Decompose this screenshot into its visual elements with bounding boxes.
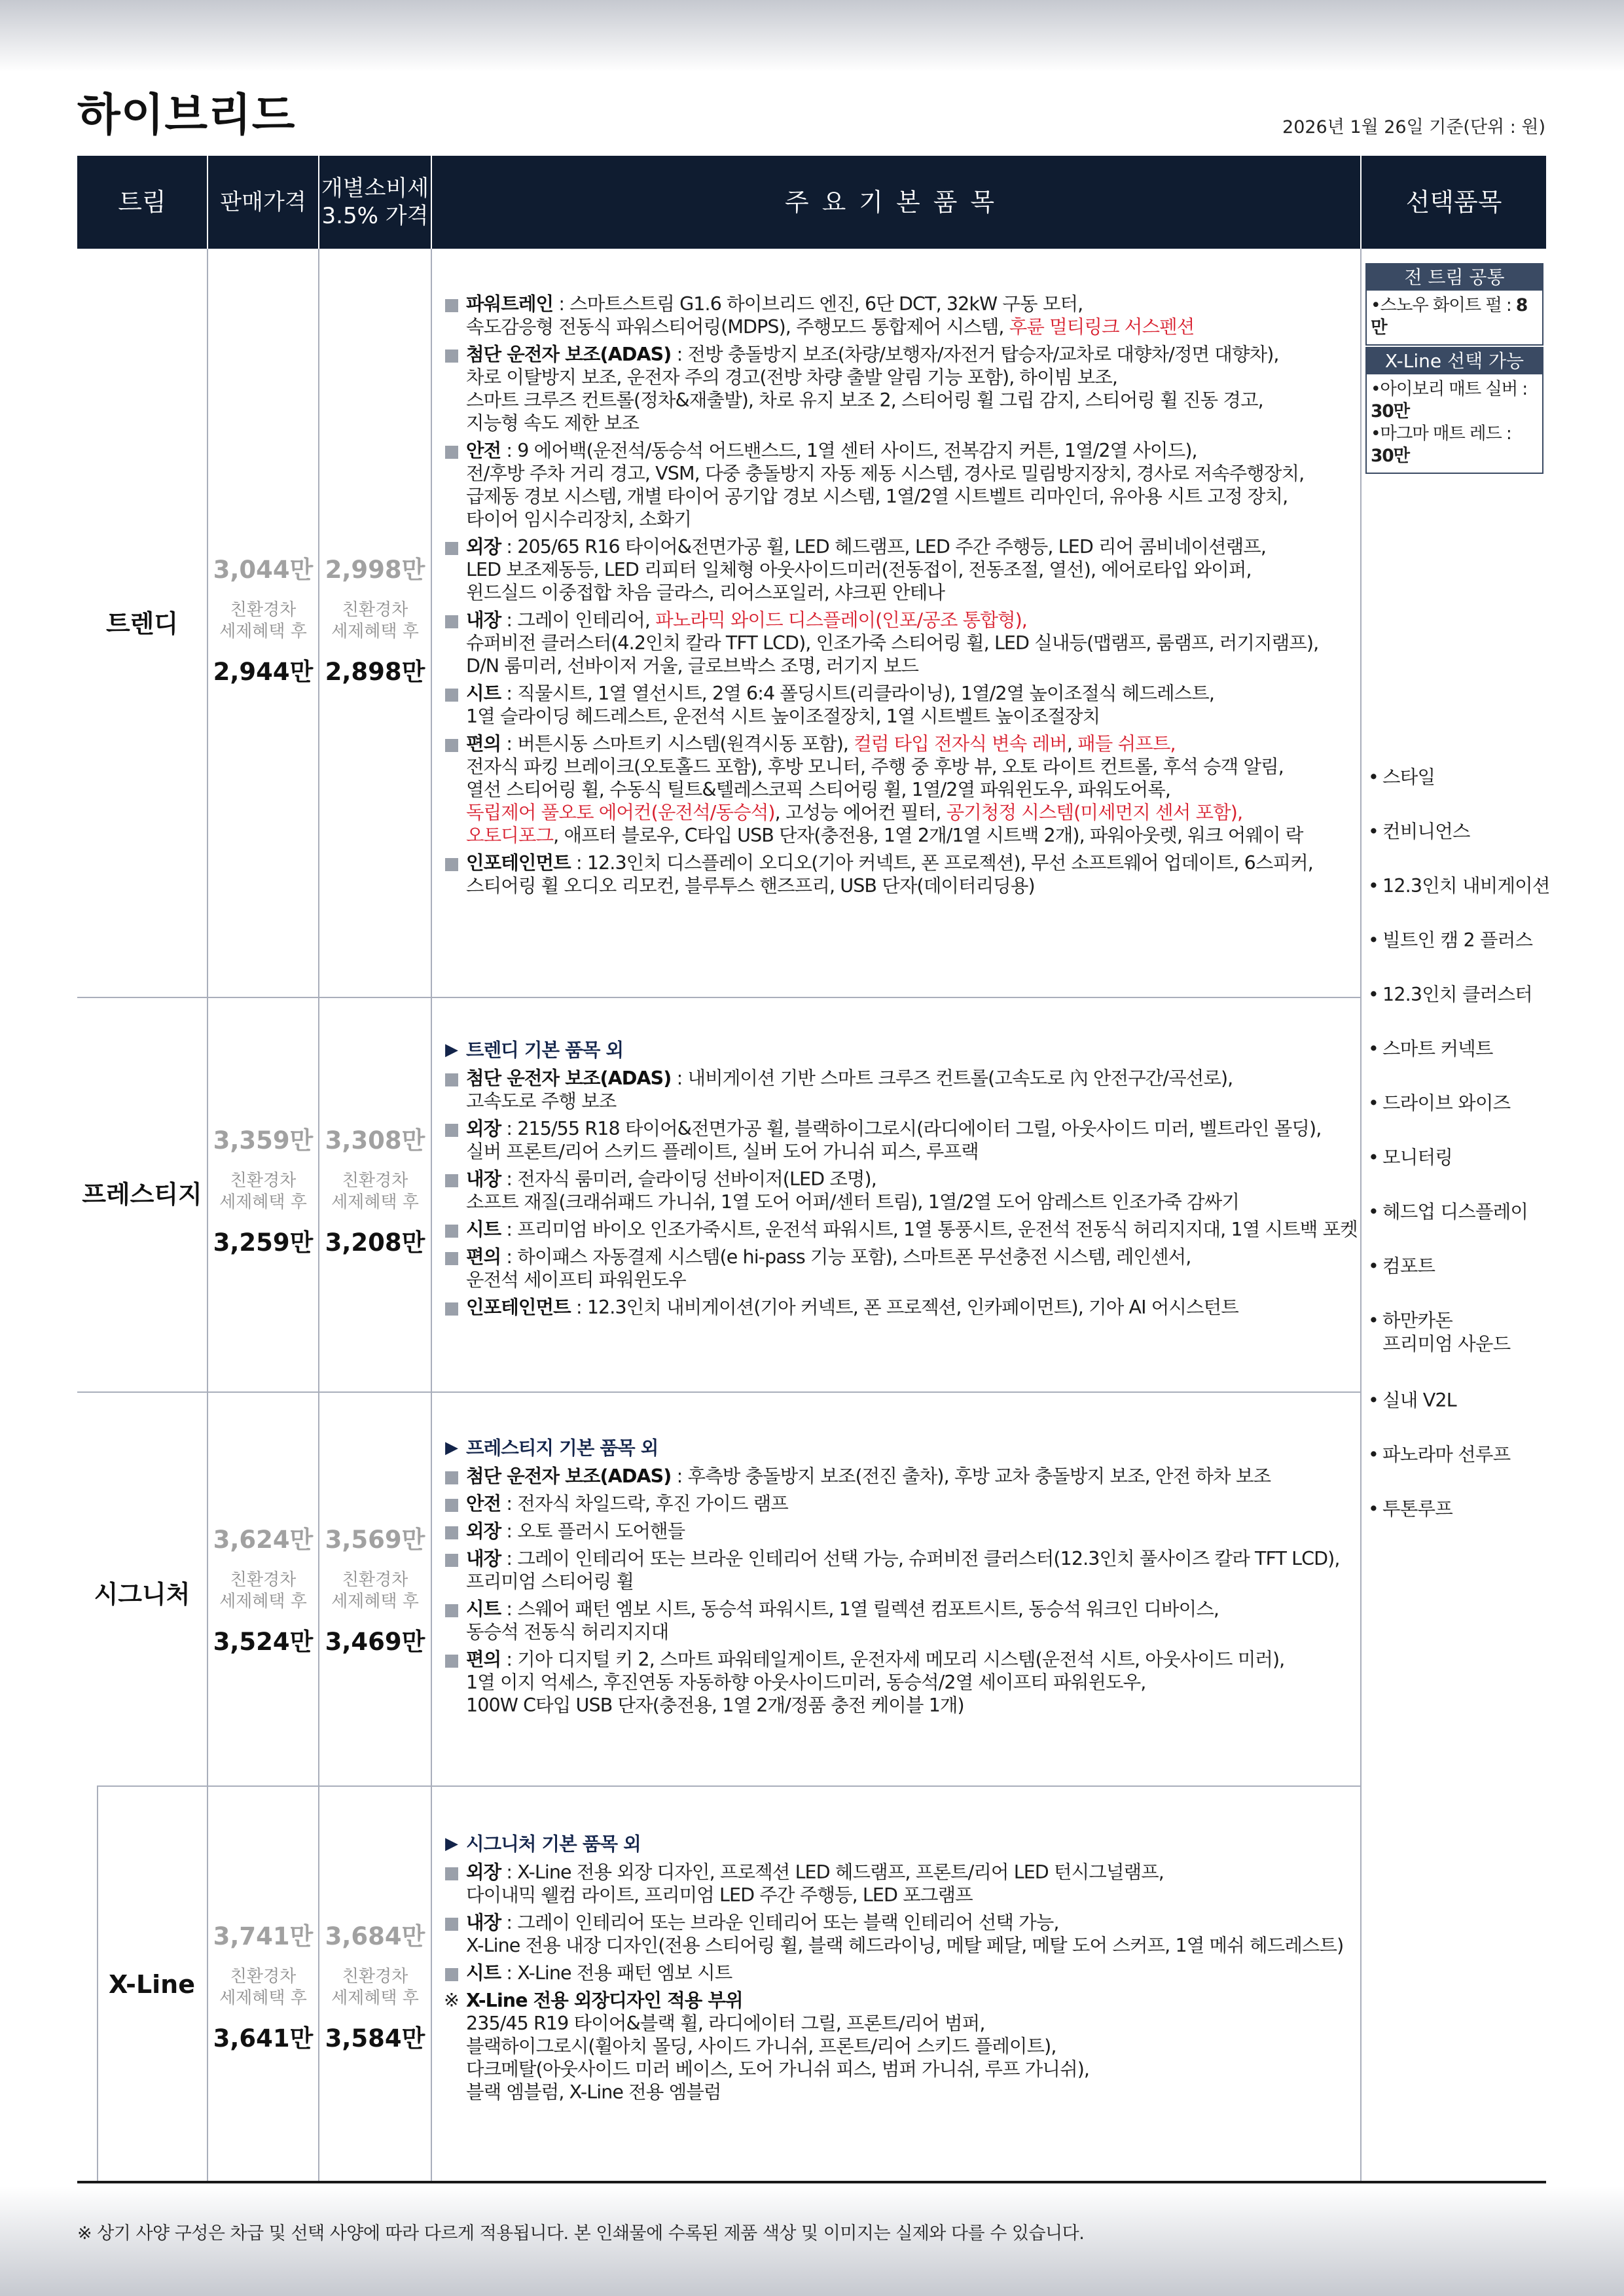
table-bottom-border xyxy=(77,2181,1546,2183)
top-gradient xyxy=(0,0,1624,72)
option-item: • 파노라마 선루프 xyxy=(1368,1443,1555,1498)
sale-price-after-benefit: 2,944만 xyxy=(213,658,314,686)
feature-item: 내장 : 그레이 인테리어 또는 브라운 인테리어 선택 가능, 슈퍼비전 클러스터(12.3인치 풀사이즈 칼라 TFT LCD), 프리미엄 스티어링 휠 xyxy=(444,1547,1360,1593)
price-block xyxy=(208,1916,318,2054)
header-tax-line1: 개별소비세 xyxy=(321,175,429,202)
trendy-features xyxy=(444,293,1360,902)
trim-name: 트렌디 xyxy=(105,609,179,638)
sale-price: 3,359만 xyxy=(213,1126,314,1155)
feature-item: 안전 : 9 에어백(운전석/동승석 어드밴스드, 1열 센터 사이드, 전복감지 커튼, 1열/2열 사이드), 전/후방 주차 거리 경고, VSM, 다중 충돌방지 자동 제동 시스템, 경사로 밀림방지장치, 경사로 저속주행장치, 급제동 경보 시스템, 개별 타이어 공기압 경보 시스템, 1열/2열 시트벨트 리마인더, 유아용 시트 고정 장치, 타이어 임시수리장치, 소화기 xyxy=(444,439,1360,531)
xline-features xyxy=(444,1833,1360,2108)
option-item: • 12.3인치 내비게이션 xyxy=(1368,874,1555,929)
feature-item: 외장 : 215/55 R18 타이어&전면가공 휠, 블랙하이그로시(라디에이터 그릴, 아웃사이드 미러, 벨트라인 몰딩), 실버 프론트/리어 스키드 플레이트, 실버 도어 가니쉬 피스, 루프랙 xyxy=(444,1117,1360,1163)
sale-price: 3,741만 xyxy=(213,1922,314,1950)
option-item: • 헤드업 디스플레이 xyxy=(1368,1200,1555,1255)
trim-name: X-Line xyxy=(108,1970,196,1999)
option-package-list xyxy=(1368,766,1555,1552)
sale-price: 3,044만 xyxy=(213,556,314,584)
col-divider xyxy=(1360,249,1362,2183)
header-tax-price xyxy=(319,156,431,249)
tax-price-after-benefit: 3,208만 xyxy=(325,1229,425,1257)
option-color-item: •스노우 화이트 펄 : 8만 xyxy=(1371,295,1528,338)
feature-item: 편의 : 기아 디지털 키 2, 스마트 파워테일게이트, 운전자세 메모리 시스템(운전석 시트, 아웃사이드 미러), 1열 이지 억세스, 후진연동 자동하향 아웃사이드미러, 동승석/2열 세이프티 파워윈도우, 100W C타입 USB 단자(충전용, 1열 2개/정품 충전 케이블 1개) xyxy=(444,1648,1360,1717)
feature-item: 시트 : 스웨어 패턴 엠보 시트, 동승석 파워시트, 1열 릴렉션 컴포트시트, 동승석 워크인 디바이스, 동승석 전동식 허리지지대 xyxy=(444,1598,1360,1643)
feature-item: 인포테인먼트 : 12.3인치 내비게이션(기아 커넥트, 폰 프로젝션, 인카페이먼트), 기아 AI 어시스턴트 xyxy=(444,1296,1360,1319)
feature-item: 시트 : 프리미엄 바이오 인조가죽시트, 운전석 파워시트, 1열 통풍시트, 운전석 전동식 허리지지대, 1열 시트백 포켓 xyxy=(444,1218,1360,1241)
feature-item: 내장 : 그레이 인테리어, 파노라믹 와이드 디스플레이(인포/공조 통합형), 슈퍼비전 클러스터(4.2인치 칼라 TFT LCD), 인조가죽 스티어링 휠, LED 실내등(맵램프, 룸램프, 러기지램프), D/N 룸미러, 선바이저 거울, 글로브박스 조명, 러기지 보드 xyxy=(444,609,1360,677)
triangle-right-icon: ▶ xyxy=(445,1040,458,1060)
tax-price-after-benefit: 2,898만 xyxy=(325,658,425,686)
sale-price-after-benefit: 3,524만 xyxy=(213,1628,314,1656)
page-title: 하이브리드 xyxy=(77,90,296,141)
tax-price: 3,569만 xyxy=(325,1526,425,1554)
feature-item: 첨단 운전자 보조(ADAS) : 내비게이션 기반 스마트 크루즈 컨트롤(고속도로 內 안전구간/곡선로), 고속도로 주행 보조 xyxy=(444,1067,1360,1113)
option-box-xline xyxy=(1365,347,1543,474)
eco-label: 친환경차 세제혜택 후 xyxy=(219,1171,307,1212)
price-block xyxy=(208,1121,318,1258)
feature-item: 내장 : 전자식 룸미러, 슬라이딩 선바이저(LED 조명), 소프트 재질(크래쉬패드 가니쉬, 1열 도어 어퍼/센터 트림), 1열/2열 도어 암레스트 인조가죽 감싸기 xyxy=(444,1168,1360,1213)
option-item: • 투톤루프 xyxy=(1368,1498,1555,1552)
price-block xyxy=(208,550,318,687)
tax-price-block xyxy=(319,1520,431,1657)
feature-item: 외장 : 오토 플러시 도어핸들 xyxy=(444,1520,1360,1543)
triangle-right-icon: ▶ xyxy=(445,1438,458,1458)
signature-features xyxy=(444,1437,1360,1721)
feature-item: 시트 : 직물시트, 1열 열선시트, 2열 6:4 폴딩시트(리클라이닝), 1열/2열 높이조절식 헤드레스트, 1열 슬라이딩 헤드레스트, 운전석 시트 높이조절장치, 1열 시트벨트 높이조절장치 xyxy=(444,682,1360,728)
header-tax-line2: 3.5% 가격 xyxy=(321,203,429,229)
tax-price-block xyxy=(319,1121,431,1258)
triangle-right-icon: ▶ xyxy=(445,1834,458,1854)
feature-item: 안전 : 전자식 차일드락, 후진 가이드 램프 xyxy=(444,1492,1360,1515)
col-divider xyxy=(431,249,432,2183)
option-box-all-trims xyxy=(1365,263,1543,346)
feature-item: 시트 : X-Line 전용 패턴 엠보 시트 xyxy=(444,1962,1360,1984)
sale-price: 3,624만 xyxy=(213,1526,314,1554)
eco-label: 친환경차 세제혜택 후 xyxy=(331,1570,419,1611)
tax-price-after-benefit: 3,584만 xyxy=(325,2024,425,2053)
option-color-list: •아이보리 매트 실버 : 30만 •마그마 매트 레드 : 30만 xyxy=(1371,379,1528,466)
tax-price: 3,308만 xyxy=(325,1126,425,1155)
row-divider xyxy=(77,1391,1360,1393)
eco-label: 친환경차 세제혜택 후 xyxy=(219,1570,307,1611)
eco-label: 친환경차 세제혜택 후 xyxy=(331,1171,419,1212)
feature-item: 파워트레인 : 스마트스트림 G1.6 하이브리드 엔진, 6단 DCT, 32kW 구동 모터, 속도감응형 전동식 파워스티어링(MDPS), 주행모드 통합제어 시스템, 후륜 멀티링크 서스펜션 xyxy=(444,293,1360,338)
feature-item: 편의 : 하이패스 자동결제 시스템(e hi-pass 기능 포함), 스마트폰 무선충전 시스템, 레인센서, 운전석 세이프티 파워윈도우 xyxy=(444,1246,1360,1291)
option-item: • 빌트인 캠 2 플러스 xyxy=(1368,929,1555,983)
footer-note: ※ 상기 사양 구성은 차급 및 선택 사양에 따라 다르게 적용됩니다. 본 인쇄물에 수록된 제품 색상 및 이미지는 실제와 다를 수 있습니다. xyxy=(77,2223,1085,2244)
eco-label: 친환경차 세제혜택 후 xyxy=(331,600,419,641)
eco-label: 친환경차 세제혜택 후 xyxy=(219,1967,307,2008)
feature-item: 인포테인먼트 : 12.3인치 디스플레이 오디오(기아 커넥트, 폰 프로젝션), 무선 소프트웨어 업데이트, 6스피커, 스티어링 휠 오디오 리모컨, 블루투스 핸즈프리, USB 단자(데이터리딩용) xyxy=(444,852,1360,897)
sale-price-after-benefit: 3,641만 xyxy=(213,2024,314,2053)
tax-price-block xyxy=(319,1916,431,2054)
trim-name: 시그니처 xyxy=(94,1580,190,1609)
date-note: 2026년 1월 26일 기준(단위 : 원) xyxy=(1282,117,1545,137)
option-item: • 스타일 xyxy=(1368,766,1555,820)
header-trim: 트림 xyxy=(77,156,207,249)
feature-item: 외장 : 205/65 R16 타이어&전면가공 휠, LED 헤드램프, LED 주간 주행등, LED 리어 콤비네이션램프, LED 보조제동등, LED 리피터 일체형 아웃사이드미러(전동접이, 전동조절, 열선), 에어로타입 와이퍼, 윈드실드 이중접합 차음 글라스, 리어스포일러, 샤크핀 안테나 xyxy=(444,535,1360,604)
option-box-title: 전 트림 공통 xyxy=(1367,264,1542,291)
option-item: • 하만카돈 프리미엄 사운드 xyxy=(1368,1309,1555,1389)
header-options: 선택품목 xyxy=(1362,156,1546,249)
eco-label: 친환경차 세제혜택 후 xyxy=(331,1967,419,2008)
option-item: • 드라이브 와이즈 xyxy=(1368,1092,1555,1146)
trim-name: 프레스티지 xyxy=(82,1180,202,1209)
base-trim-heading: ▶ 프레스티지 기본 품목 외 xyxy=(445,1437,659,1459)
base-trim-heading: ▶ 시그니처 기본 품목 외 xyxy=(445,1833,641,1855)
row-divider xyxy=(97,1785,1360,1787)
xline-exterior-note: ※ X-Line 전용 외장디자인 적용 부위 235/45 R19 타이어&블랙 휠, 라디에이터 그릴, 프론트/리어 범퍼, 블랙하이그로시(휠아치 몰딩, 사이드 가니쉬, 프론트/리어 스키드 플레이트), 다크메탈(아웃사이드 미러 베이스, 도어 가니쉬 피스, 범퍼 가니쉬, 루프 가니쉬), 블랙 엠블럼, X-Line 전용 엠블럼 xyxy=(444,1990,1090,2103)
tax-price-after-benefit: 3,469만 xyxy=(325,1628,425,1656)
header-main-items: 주요기본품목 xyxy=(432,156,1360,249)
prestige-features xyxy=(444,1039,1360,1323)
header-price: 판매가격 xyxy=(208,156,318,249)
feature-item: 내장 : 그레이 인테리어 또는 브라운 인테리어 또는 블랙 인테리어 선택 가능, X-Line 전용 내장 디자인(전용 스티어링 휠, 블랙 헤드라이닝, 메탈 페달, 메탈 도어 스커프, 1열 메쉬 헤드레스트) xyxy=(444,1911,1360,1957)
price-block xyxy=(208,1520,318,1657)
option-item: • 실내 V2L xyxy=(1368,1389,1555,1443)
option-item: • 스마트 커넥트 xyxy=(1368,1037,1555,1092)
option-item: • 12.3인치 클러스터 xyxy=(1368,983,1555,1037)
tax-price: 3,684만 xyxy=(325,1922,425,1950)
sale-price-after-benefit: 3,259만 xyxy=(213,1229,314,1257)
tax-price-block xyxy=(319,550,431,687)
feature-item: 편의 : 버튼시동 스마트키 시스템(원격시동 포함), 컬럼 타입 전자식 변속 레버, 패들 쉬프트, 전자식 파킹 브레이크(오토홀드 포함), 후방 모니터, 주행 중 후방 뷰, 오토 라이트 컨트롤, 후석 승객 알림, 열선 스티어링 휠, 수동식 틸트&텔레스코픽 스티어링 휠, 1열/2열 파워윈도우, 파워도어록, 독립제어 풀오토 에어컨(운전석/동승석), 고성능 에어컨 필터, 공기청정 시스템(미세먼지 센서 포함), 오토디포그, 애프터 블로우, C타입 USB 단자(충전용, 1열 2개/1열 시트백 2개), 파워아웃렛, 워크 어웨이 락 xyxy=(444,732,1360,847)
eco-label: 친환경차 세제혜택 후 xyxy=(219,600,307,641)
option-box-title: X-Line 선택 가능 xyxy=(1367,348,1542,374)
option-item: • 컨비니언스 xyxy=(1368,820,1555,874)
feature-item: 외장 : X-Line 전용 외장 디자인, 프로젝션 LED 헤드램프, 프론트/리어 LED 턴시그널램프, 다이내믹 웰컴 라이트, 프리미엄 LED 주간 주행등, LED 포그램프 xyxy=(444,1861,1360,1907)
base-trim-heading: ▶ 트렌디 기본 품목 외 xyxy=(445,1039,624,1061)
tax-price: 2,998만 xyxy=(325,556,425,584)
feature-item: 첨단 운전자 보조(ADAS) : 후측방 충돌방지 보조(전진 출차), 후방 교차 충돌방지 보조, 안전 하차 보조 xyxy=(444,1465,1360,1488)
feature-item: 첨단 운전자 보조(ADAS) : 전방 충돌방지 보조(차량/보행자/자전거 탑승자/교차로 대향차/정면 대향차), 차로 이탈방지 보조, 운전자 주의 경고(전방 차량 출발 알림 기능 포함), 하이빔 보조, 스마트 크루즈 컨트롤(정차&재출발), 차로 유지 보조 2, 스티어링 휠 그립 감지, 스티어링 휠 진동 경고, 지능형 속도 제한 보조 xyxy=(444,343,1360,435)
option-item: • 모니터링 xyxy=(1368,1146,1555,1200)
option-item: • 컴포트 xyxy=(1368,1255,1555,1309)
row-divider xyxy=(77,997,1360,998)
